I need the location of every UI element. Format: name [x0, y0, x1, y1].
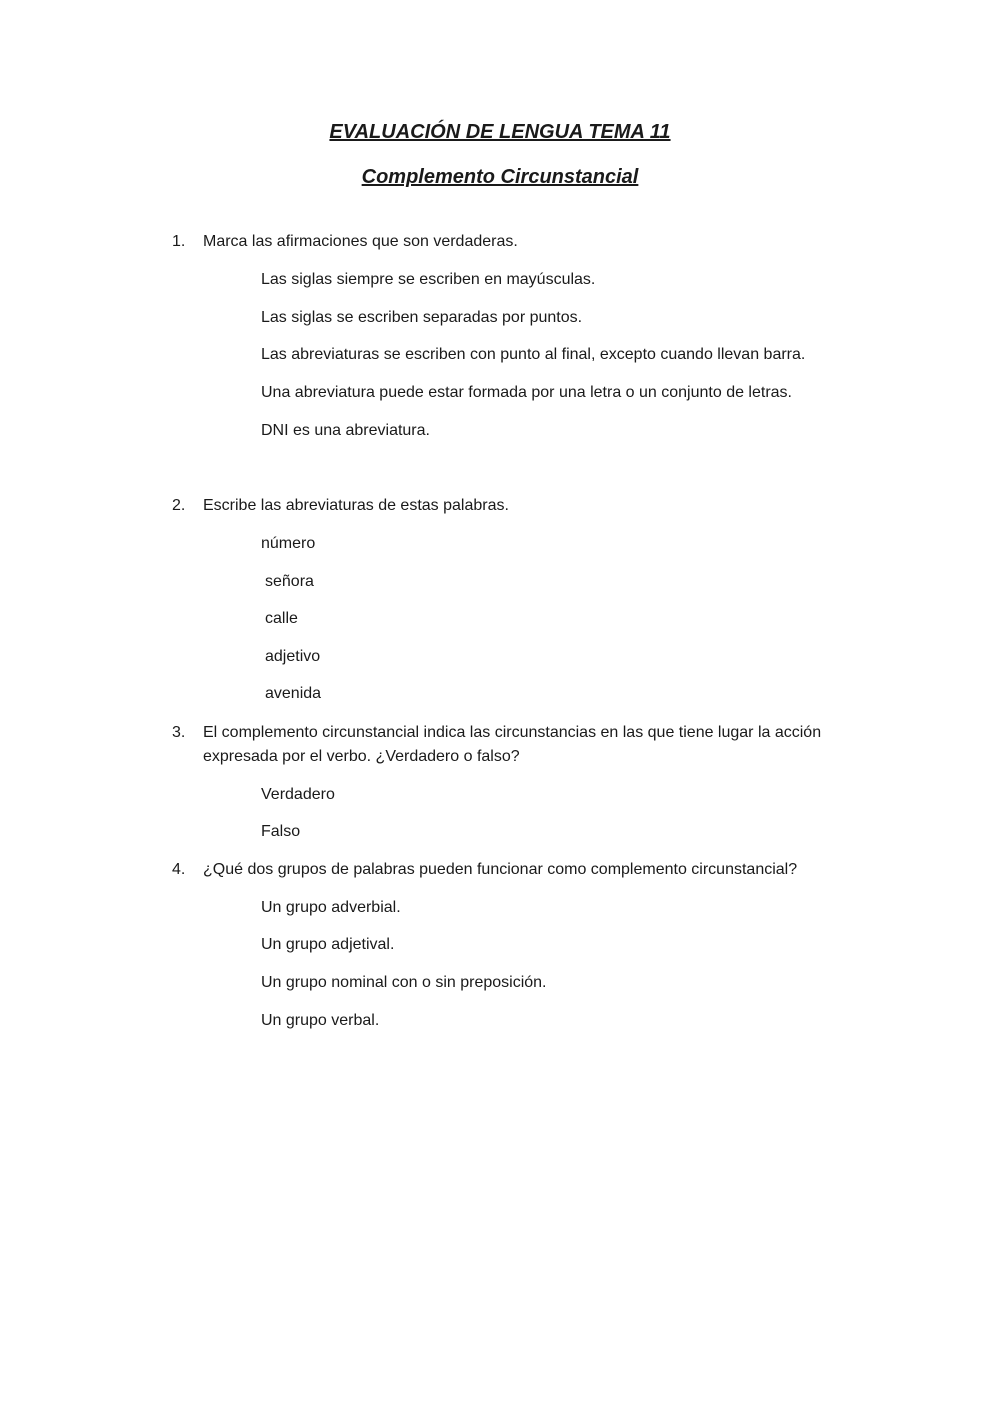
- answer-option[interactable]: Verdadero: [261, 786, 335, 803]
- word-item: calle: [265, 610, 298, 627]
- page-title: EVALUACIÓN DE LENGUA TEMA 11: [329, 121, 671, 143]
- answer-option[interactable]: Las siglas siempre se escriben en mayúsculas.: [261, 271, 596, 288]
- question-text: ¿Qué dos grupos de palabras pueden funcionar como complemento circunstancial?: [203, 861, 798, 878]
- answer-option[interactable]: Un grupo verbal.: [261, 1012, 380, 1029]
- answer-option[interactable]: DNI es una abreviatura.: [261, 422, 430, 439]
- question-text: Escribe las abreviaturas de estas palabras.: [203, 497, 509, 514]
- question-number: 3.: [172, 724, 186, 741]
- word-item: número: [261, 535, 316, 552]
- word-item: avenida: [265, 685, 322, 702]
- question-number: 2.: [172, 497, 186, 514]
- answer-option[interactable]: Un grupo adjetival.: [261, 936, 395, 953]
- page-subtitle: Complemento Circunstancial: [361, 166, 639, 188]
- answer-option[interactable]: Un grupo adverbial.: [261, 899, 401, 916]
- question-text: Marca las afirmaciones que son verdaderas.: [203, 233, 518, 250]
- answer-option[interactable]: Una abreviatura puede estar formada por una letra o un conjunto de letras.: [261, 384, 792, 401]
- answer-option[interactable]: Falso: [261, 823, 301, 840]
- question-number: 1.: [172, 233, 186, 250]
- answer-option[interactable]: Las abreviaturas se escriben con punto al final, excepto cuando llevan barra.: [261, 346, 806, 363]
- word-item: adjetivo: [265, 648, 321, 665]
- word-item: señora: [265, 573, 314, 590]
- answer-option[interactable]: Un grupo nominal con o sin preposición.: [261, 974, 547, 991]
- question-number: 4.: [172, 861, 186, 878]
- answer-option[interactable]: Las siglas se escriben separadas por puntos.: [261, 309, 583, 326]
- question-text: El complemento circunstancial indica las circunstancias en las que tiene lugar la acción expresada por el verbo. ¿Verdadero o falso?: [203, 724, 822, 765]
